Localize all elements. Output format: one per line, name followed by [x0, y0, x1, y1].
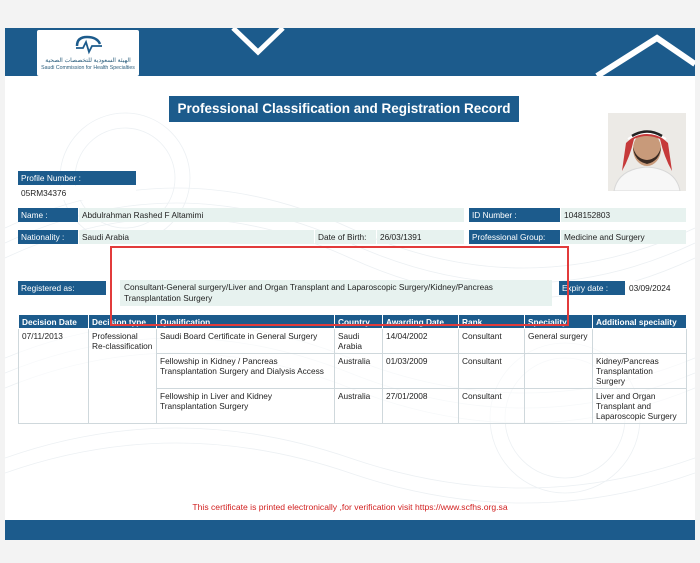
professional-group-value: Medicine and Surgery — [561, 230, 686, 244]
expiry-date-label: Expiry date : — [559, 281, 625, 295]
professional-group-label: Professional Group: — [469, 230, 560, 244]
additional-speciality-cell: Liver and Organ Transplant and Laparoscopic Surgery — [593, 389, 687, 424]
col-qualification: Qualification — [157, 315, 335, 329]
date-of-birth-value: 26/03/1391 — [377, 230, 464, 244]
profile-number-value: 05RM34376 — [18, 186, 136, 200]
nationality-value: Saudi Arabia — [79, 230, 314, 244]
logo-english-text: Saudi Commission for Health Specialties — [41, 65, 135, 71]
nationality-label: Nationality : — [18, 230, 78, 244]
awarding-date-cell: 27/01/2008 — [383, 389, 459, 424]
country-cell: Australia — [335, 354, 383, 389]
col-rank: Rank — [459, 315, 525, 329]
logo-arabic-text: الهيئة السعودية للتخصصات الصحية — [45, 58, 131, 64]
col-awarding-date: Awarding Date — [383, 315, 459, 329]
col-speciality: Speciality — [525, 315, 593, 329]
qualifications-table — [18, 314, 687, 424]
name-label: Name : — [18, 208, 78, 222]
rank-cell: Consultant — [459, 354, 525, 389]
additional-speciality-cell: Kidney/Pancreas Transplantation Surgery — [593, 354, 687, 389]
additional-speciality-cell — [593, 329, 687, 354]
name-value: Abdulrahman Rashed F Altamimi — [79, 208, 464, 222]
country-cell: Saudi Arabia — [335, 329, 383, 354]
decision-date-cell: 07/11/2013 — [19, 329, 89, 424]
qualification-cell: Fellowship in Liver and Kidney Transplantation Surgery — [157, 389, 335, 424]
profile-photo — [608, 113, 686, 191]
registered-as-value: Consultant-General surgery/Liver and Organ Transplant and Laparoscopic Surgery/Kidney/Pancreas Transplantation Surgery — [120, 280, 552, 306]
qualification-cell: Fellowship in Kidney / Pancreas Transplantation Surgery and Dialysis Access — [157, 354, 335, 389]
col-decision-type: Decision type — [89, 315, 157, 329]
decision-type-cell: Professional Re-classification — [89, 329, 157, 424]
qualification-cell: Saudi Board Certificate in General Surgery — [157, 329, 335, 354]
date-of-birth-label: Date of Birth: — [315, 230, 376, 244]
rank-cell: Consultant — [459, 329, 525, 354]
registered-as-label: Registered as: — [18, 281, 106, 295]
expiry-date-value: 03/09/2024 — [626, 281, 686, 295]
id-number-value: 1048152803 — [561, 208, 686, 222]
speciality-cell — [525, 354, 593, 389]
col-country: Country — [335, 315, 383, 329]
speciality-cell: General surgery — [525, 329, 593, 354]
document-title: Professional Classification and Registration Record — [169, 96, 519, 122]
footer-band — [5, 520, 695, 540]
id-number-label: ID Number : — [469, 208, 560, 222]
country-cell: Australia — [335, 389, 383, 424]
col-decision-date: Decision Date — [19, 315, 89, 329]
person-photo-icon — [608, 113, 686, 191]
awarding-date-cell: 01/03/2009 — [383, 354, 459, 389]
certificate — [5, 28, 695, 540]
table-header-row — [19, 315, 687, 329]
rank-cell: Consultant — [459, 389, 525, 424]
scfhs-logo — [37, 30, 139, 76]
heartbeat-logo-icon — [73, 34, 105, 56]
verification-footer: This certificate is printed electronically ,for verification visit https://www.scfhs.org.sa — [192, 502, 508, 512]
table-row — [19, 329, 687, 354]
profile-number-label: Profile Number : — [18, 171, 136, 185]
awarding-date-cell: 14/04/2002 — [383, 329, 459, 354]
col-additional-speciality: Additional speciality — [593, 315, 687, 329]
speciality-cell — [525, 389, 593, 424]
